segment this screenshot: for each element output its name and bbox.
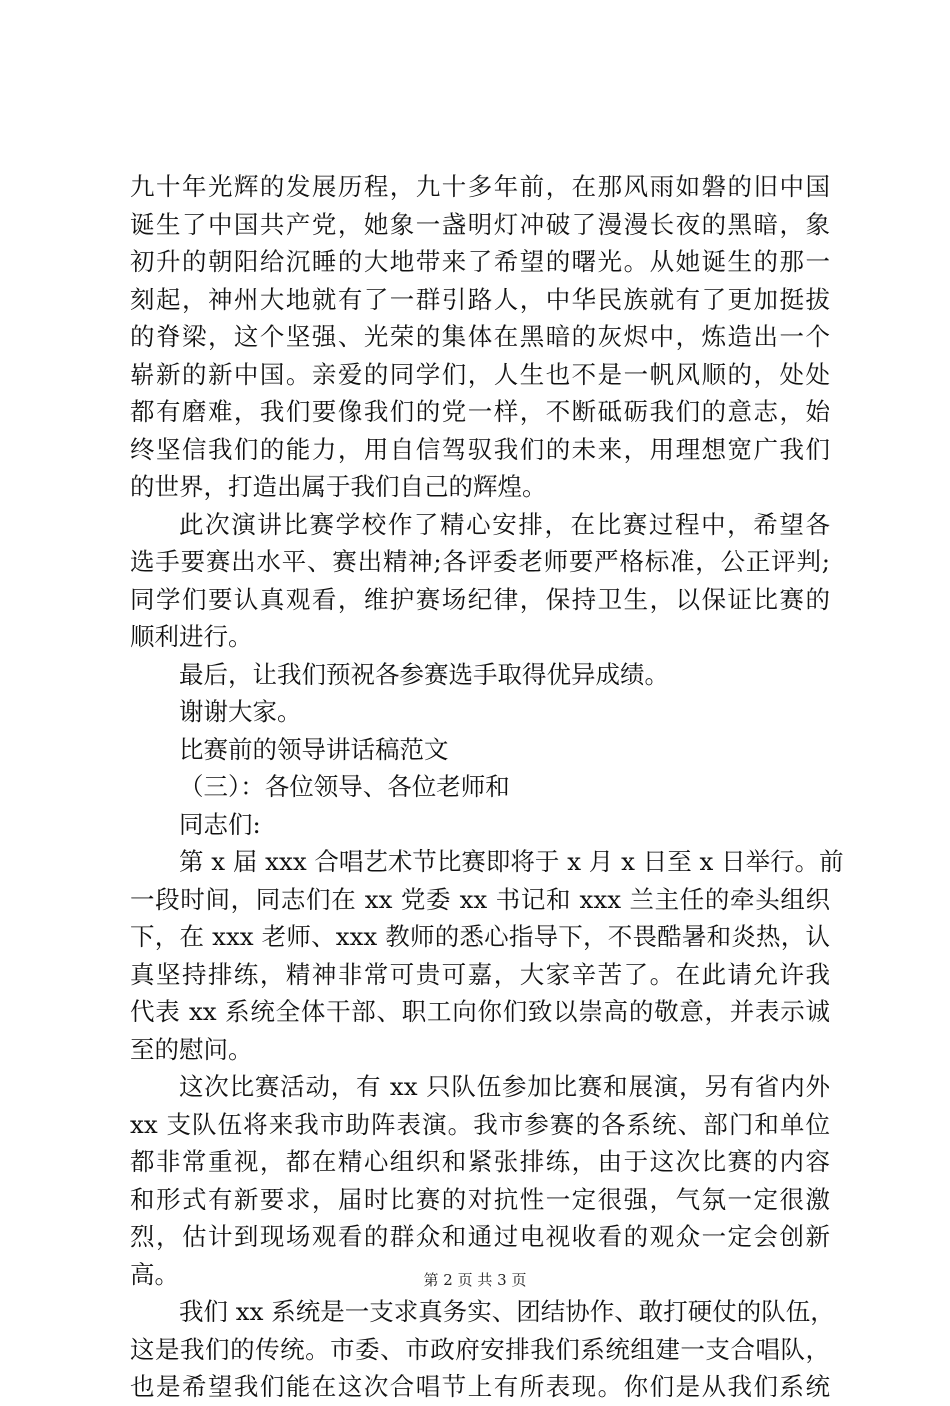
text-line: 都非常重视，都在精心组织和紧张排练，由于这次比赛的内容 [130,1147,830,1176]
text-line: 代表 xx 系统全体干部、职工向你们致以崇高的敬意，并表示诚 [130,997,830,1026]
text-line: 比赛前的领导讲话稿范文 [179,734,449,764]
text-line: 同志们: [179,809,261,839]
text-line: 和形式有新要求，届时比赛的对抗性一定很强，气氛一定很激 [130,1184,830,1214]
text-line: 崭新的新中国。亲爱的同学们，人生也不是一帆风顺的，处处 [130,359,830,389]
text-line: 选手要赛出水平、赛出精神;各评委老师要严格标准，公正评判; [130,547,830,576]
text-line: 谢谢大家。 [179,697,302,726]
text-line: 也是希望我们能在这次合唱节上有所表现。你们是从我们系统 [130,1372,830,1401]
text-line: 烈，估计到现场观看的群众和通过电视收看的观众一定会创新 [130,1222,830,1251]
document-body [130,168,844,1406]
text-line: 我们 xx 系统是一支求真务实、团结协作、敢打硬仗的队伍， [179,1297,835,1326]
text-line: 终坚信我们的能力，用自信驾驭我们的未来，用理想宽广我们 [130,434,830,464]
text-line: 这次比赛活动，有 xx 只队伍参加比赛和展演，另有省内外 [179,1072,830,1101]
text-line: 的脊梁，这个坚强、光荣的集体在黑暗的灰烬中，炼造出一个 [130,322,830,351]
text-line: 最后，让我们预祝各参赛选手取得优异成绩。 [179,659,669,689]
text-line: 刻起，神州大地就有了一群引路人，中华民族就有了更加挺拔 [130,284,830,314]
text-line: 下，在 xxx 老师、xxx 教师的悉心指导下，不畏酷暑和炎热，认 [130,922,830,951]
text-line: 同学们要认真观看，维护赛场纪律，保持卫生，以保证比赛的 [130,584,830,614]
text-line: 至的慰问。 [130,1034,253,1064]
text-line: 九十年光辉的发展历程，九十多年前，在那风雨如磐的旧中国 [130,172,830,201]
text-line: （三）：各位领导、各位老师和 [179,772,510,801]
text-line: 顺利进行。 [130,622,253,651]
text-line: 诞生了中国共产党，她象一盏明灯冲破了漫漫长夜的黑暗，象 [130,209,830,239]
text-line: 的世界，打造出属于我们自己的辉煌。 [130,472,547,501]
text-line: xx 支队伍将来我市助阵表演。我市参赛的各系统、部门和单位 [130,1109,830,1139]
text-line: 此次演讲比赛学校作了精心安排，在比赛过程中，希望各 [179,509,830,539]
text-line: 真坚持排练，精神非常可贵可嘉，大家辛苦了。在此请允许我 [130,959,830,989]
text-line: 第 x 届 xxx 合唱艺术节比赛即将于 x 月 x 日至 x 日举行。前 [179,847,844,876]
text-line: 一段时间，同志们在 xx 党委 xx 书记和 xxx 兰主任的牵头组织 [130,884,830,914]
text-line: 高。 [130,1259,179,1289]
text-line: 这是我们的传统。市委、市政府安排我们系统组建一支合唱队， [130,1334,830,1364]
text-line: 初升的朝阳给沉睡的大地带来了希望的曙光。从她诞生的那一 [130,247,830,276]
page-footer: 第 2 页 共 3 页 [423,1271,527,1289]
text-line: 都有磨难，我们要像我们的党一样，不断砥砺我们的意志，始 [130,397,830,426]
